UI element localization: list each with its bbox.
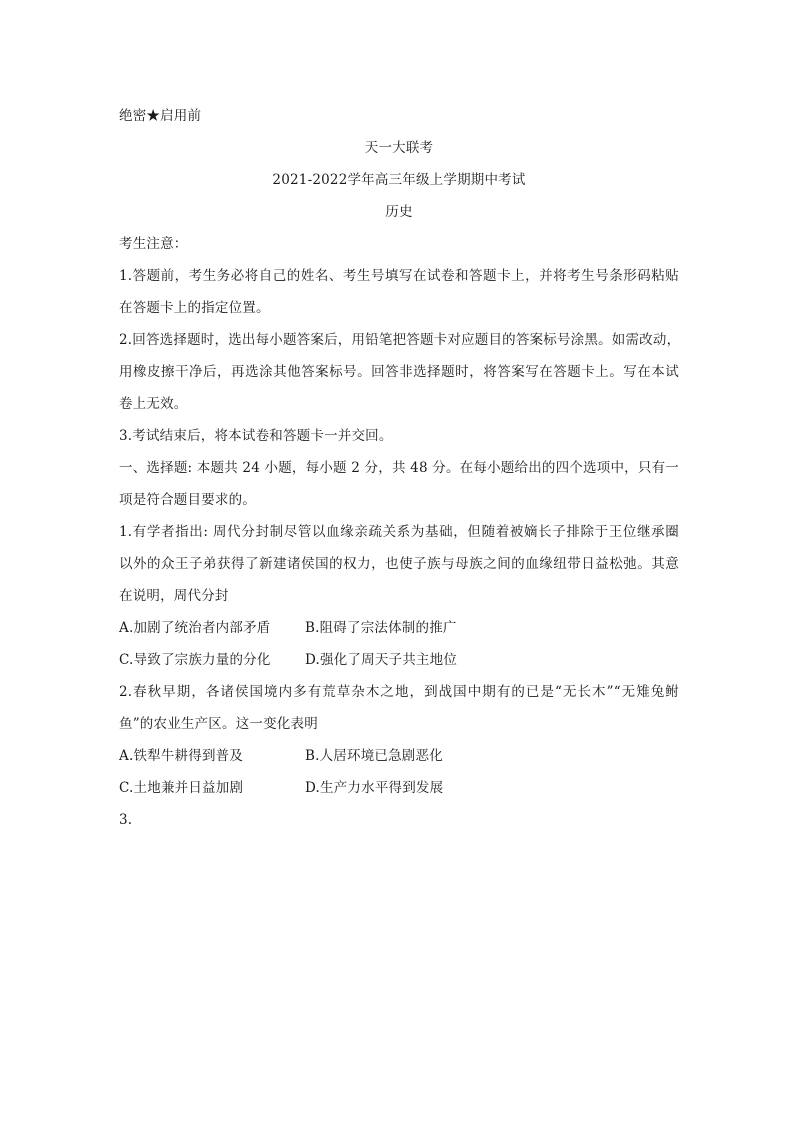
option-d: D.生产力水平得到发展 [305,780,444,796]
exam-page [119,100,679,836]
exam-subject: 历史 [385,204,413,220]
question-stem: 1.有学者指出: 周代分封制尽管以血缘亲疏关系为基础，但随着被嫡长子排除于王位继承圈 [119,524,679,540]
option-row [119,772,679,804]
notice-line: 1.答题前，考生务必将自己的姓名、考生号填写在试卷和答题卡上，并将考生号条形码粘贴 [119,268,679,284]
question-stem: 以外的众王子弟获得了新建诸侯国的权力，也使子族与母族之间的血缘纽带日益松弛。其意 [119,556,679,572]
question-stem: 2.春秋早期，各诸侯国境内多有荒草杂木之地，到战国中期有的已是“无长木”“无雉兔鲋 [119,684,679,700]
question-stem: 鱼”的农业生产区。这一变化表明 [119,716,318,732]
option-row [119,644,679,676]
notice-line: 卷上无效。 [119,396,188,412]
option-row [119,740,679,772]
option-c: C.土地兼并日益加剧 [119,780,244,796]
option-row [119,612,679,644]
notice-line: 在答题卡上的指定位置。 [119,300,270,316]
notice-line: 2.回答选择题时，选出每小题答案后，用铅笔把答题卡对应题目的答案标号涂黑。如需改动， [119,332,681,348]
option-a: A.铁犁牛耕得到普及 [119,748,244,764]
section-heading: 一、选择题: 本题共 24 小题，每小题 2 分，共 48 分。在每小题给出的四个选项中，只有一 [119,460,679,476]
question-stem: 在说明，周代分封 [119,588,229,604]
section-heading: 项是符合题目要求的。 [119,492,256,508]
option-d: D.强化了周天子共主地位 [305,652,458,668]
exam-org: 天一大联考 [364,140,434,156]
option-b: B.阻碍了宗法体制的推广 [305,620,457,636]
question-stem: 3. [119,812,133,828]
option-a: A.加剧了统治者内部矛盾 [119,620,271,636]
option-b: B.人居环境已急剧恶化 [305,748,443,764]
option-c: C.导致了宗族力量的分化 [119,652,271,668]
notice-line: 3.考试结束后，将本试卷和答题卡一并交回。 [119,428,393,444]
notice-line: 用橡皮擦干净后，再选涂其他答案标号。回答非选择题时，将答案写在答题卡上。写在本试 [119,364,679,380]
notice-title: 考生注意： [119,236,188,252]
secret-label: 绝密★启用前 [119,108,202,124]
exam-title: 2021-2022学年高三年级上学期期中考试 [272,172,526,188]
